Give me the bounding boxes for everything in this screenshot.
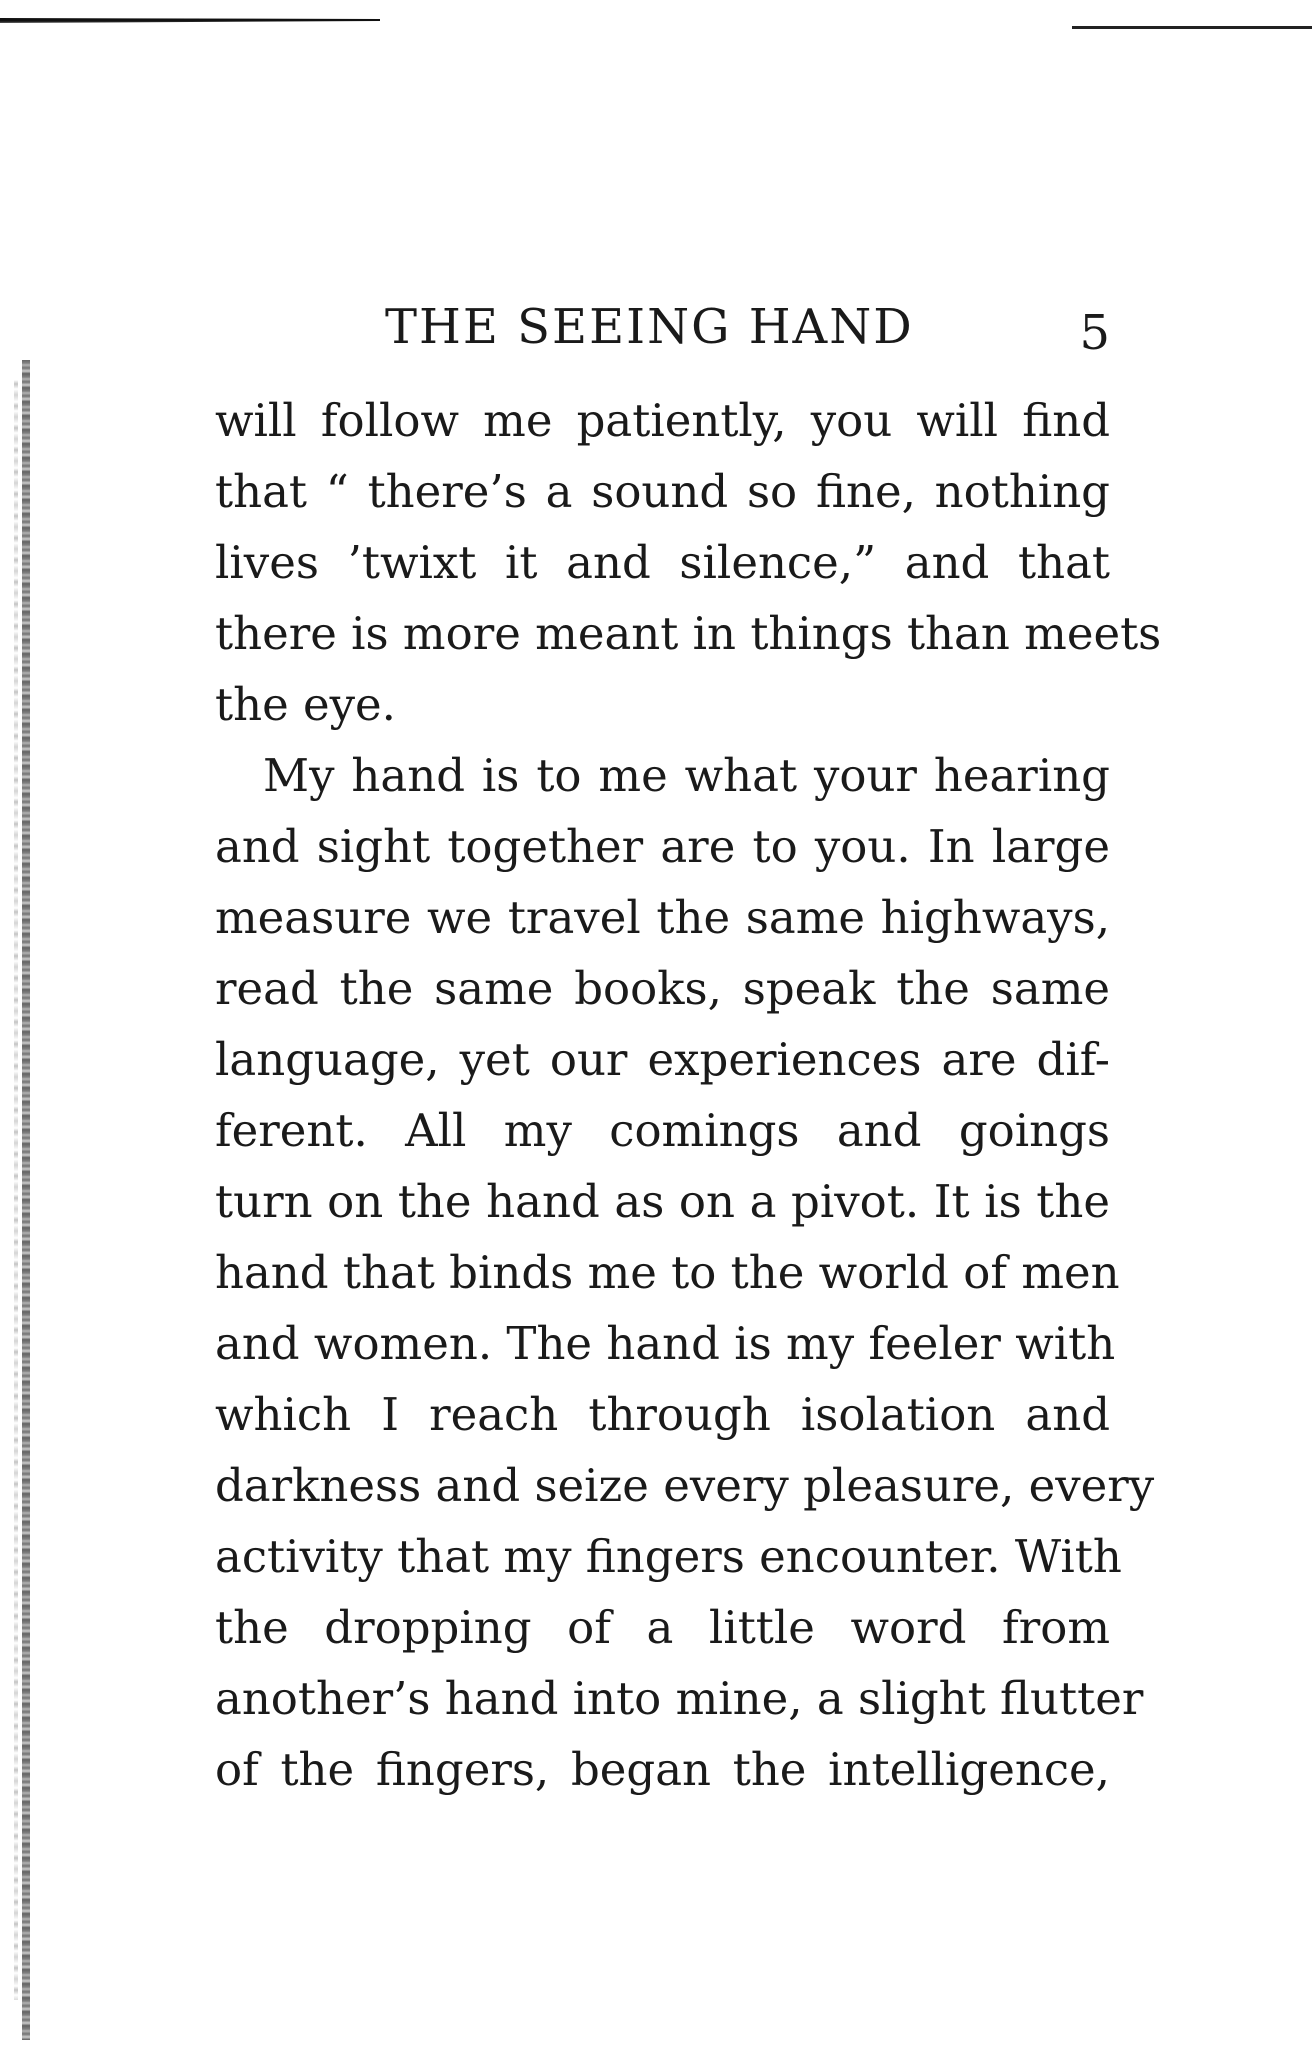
top-left-rule [0, 18, 380, 23]
text-line: ferent. All my comings and goings [215, 1104, 1110, 1157]
top-right-rule [1072, 26, 1312, 29]
text-line: darkness and seize every pleasure, every [215, 1459, 1155, 1512]
page-header [215, 292, 1110, 362]
text-line: hand that binds me to the world of men [215, 1246, 1120, 1299]
running-head: THE SEEING HAND [385, 299, 914, 355]
text-line: of the fingers, began the intelligence, [215, 1743, 1110, 1796]
text-line: which I reach through isolation and [215, 1388, 1110, 1441]
text-line: there is more meant in things than meets [215, 607, 1162, 660]
text-line: measure we travel the same highways, [215, 891, 1110, 944]
text-line: the dropping of a little word from [215, 1601, 1110, 1654]
text-line: activity that my fingers encounter. With [215, 1530, 1122, 1583]
text-line: that “ there’s a sound so fine, nothing [215, 465, 1110, 518]
text-line: the eye. [215, 678, 396, 731]
text-line: My hand is to me what your hearing [263, 749, 1110, 802]
paragraph-1 [215, 385, 1162, 740]
page-binding-shadow [14, 380, 18, 2000]
page-number: 5 [1079, 305, 1110, 361]
text-line: and sight together are to you. In large [215, 820, 1110, 873]
text-line: will follow me patiently, you will find [215, 394, 1110, 447]
text-line: read the same books, speak the same [215, 962, 1110, 1015]
text-line: lives ’twixt it and silence,” and that [215, 536, 1110, 589]
page-binding-edge [22, 360, 30, 2040]
text-line: and women. The hand is my feeler with [215, 1317, 1116, 1370]
text-line: language, yet our experiences are dif- [215, 1033, 1110, 1086]
text-line: another’s hand into mine, a slight flutter [215, 1672, 1144, 1725]
body-text [215, 385, 1162, 1805]
text-line: turn on the hand as on a pivot. It is the [215, 1175, 1110, 1228]
paragraph-2 [215, 740, 1155, 1805]
